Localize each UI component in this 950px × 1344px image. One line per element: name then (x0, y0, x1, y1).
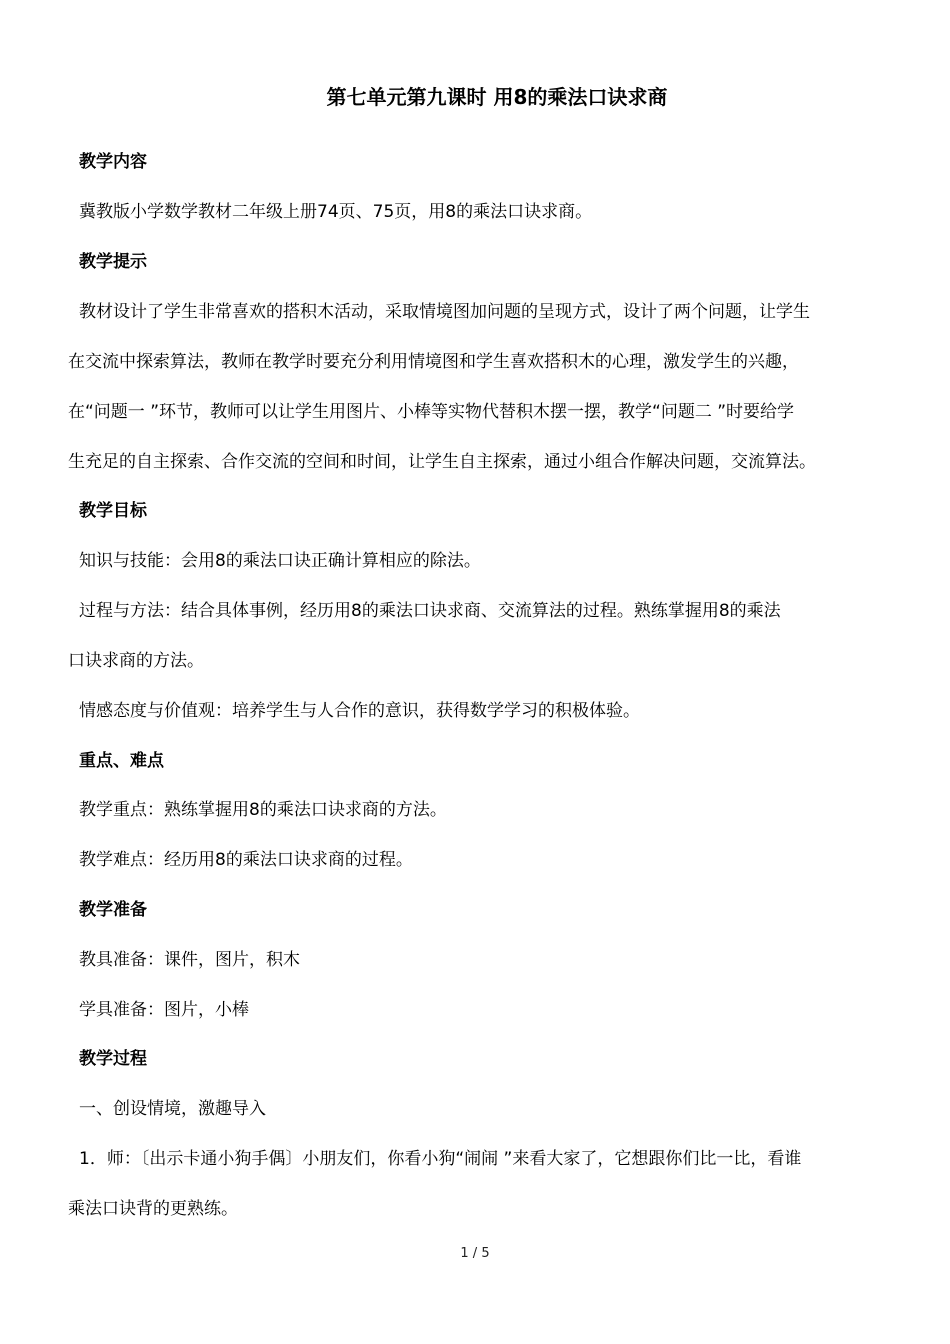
paragraph-line: 教材设计了学生非常喜欢的搭积木活动，采取情境图加问题的呈现方式，设计了两个问题，让学生 (79, 302, 810, 322)
section-heading-preparation: 教学准备 (79, 900, 147, 920)
paragraph-line: 情感态度与价值观：培养学生与人合作的意识，获得数学学习的积极体验。 (79, 701, 640, 721)
paragraph-line: 过程与方法：结合具体事例，经历用8的乘法口诀求商、交流算法的过程。熟练掌握用8的乘法 (79, 601, 781, 621)
paragraph-line: 一、创设情境，激趣导入 (79, 1099, 266, 1119)
section-heading-process: 教学过程 (79, 1049, 147, 1069)
paragraph-line: 冀教版小学数学教材二年级上册74页、75页，用8的乘法口诀求商。 (79, 202, 593, 222)
paragraph-line: 知识与技能：会用8的乘法口诀正确计算相应的除法。 (79, 551, 481, 571)
section-heading-goals: 教学目标 (79, 501, 147, 521)
paragraph-line: 教具准备：课件，图片，积木 (79, 950, 300, 970)
document-title: 第七单元第九课时 用8的乘法口诀求商 (326, 85, 668, 109)
page-number: 1 / 5 (460, 1246, 490, 1261)
paragraph-line: 乘法口诀背的更熟练。 (68, 1199, 238, 1219)
paragraph-line: 教学重点：熟练掌握用8的乘法口诀求商的方法。 (79, 800, 447, 820)
paragraph-line: 学具准备：图片，小棒 (79, 1000, 249, 1020)
section-heading-key-points: 重点、难点 (79, 751, 164, 771)
paragraph-line: 教学难点：经历用8的乘法口诀求商的过程。 (79, 850, 413, 870)
section-heading-tips: 教学提示 (79, 252, 147, 272)
paragraph-line: 在“问题一 ”环节，教师可以让学生用图片、小棒等实物代替积木摆一摆，教学“问题二 ”时要给学 (68, 402, 795, 422)
paragraph-line: 生充足的自主探索、合作交流的空间和时间，让学生自主探索，通过小组合作解决问题，交流算法。 (68, 452, 816, 472)
section-heading-content: 教学内容 (79, 152, 147, 172)
paragraph-line: 1．师：〔出示卡通小狗手偶〕小朋友们，你看小狗“闹闹 ”来看大家了，它想跟你们比一比，看谁 (79, 1149, 802, 1169)
paragraph-line: 口诀求商的方法。 (68, 651, 204, 671)
paragraph-line: 在交流中探索算法，教师在教学时要充分利用情境图和学生喜欢搭积木的心理，激发学生的兴趣， (68, 352, 799, 372)
